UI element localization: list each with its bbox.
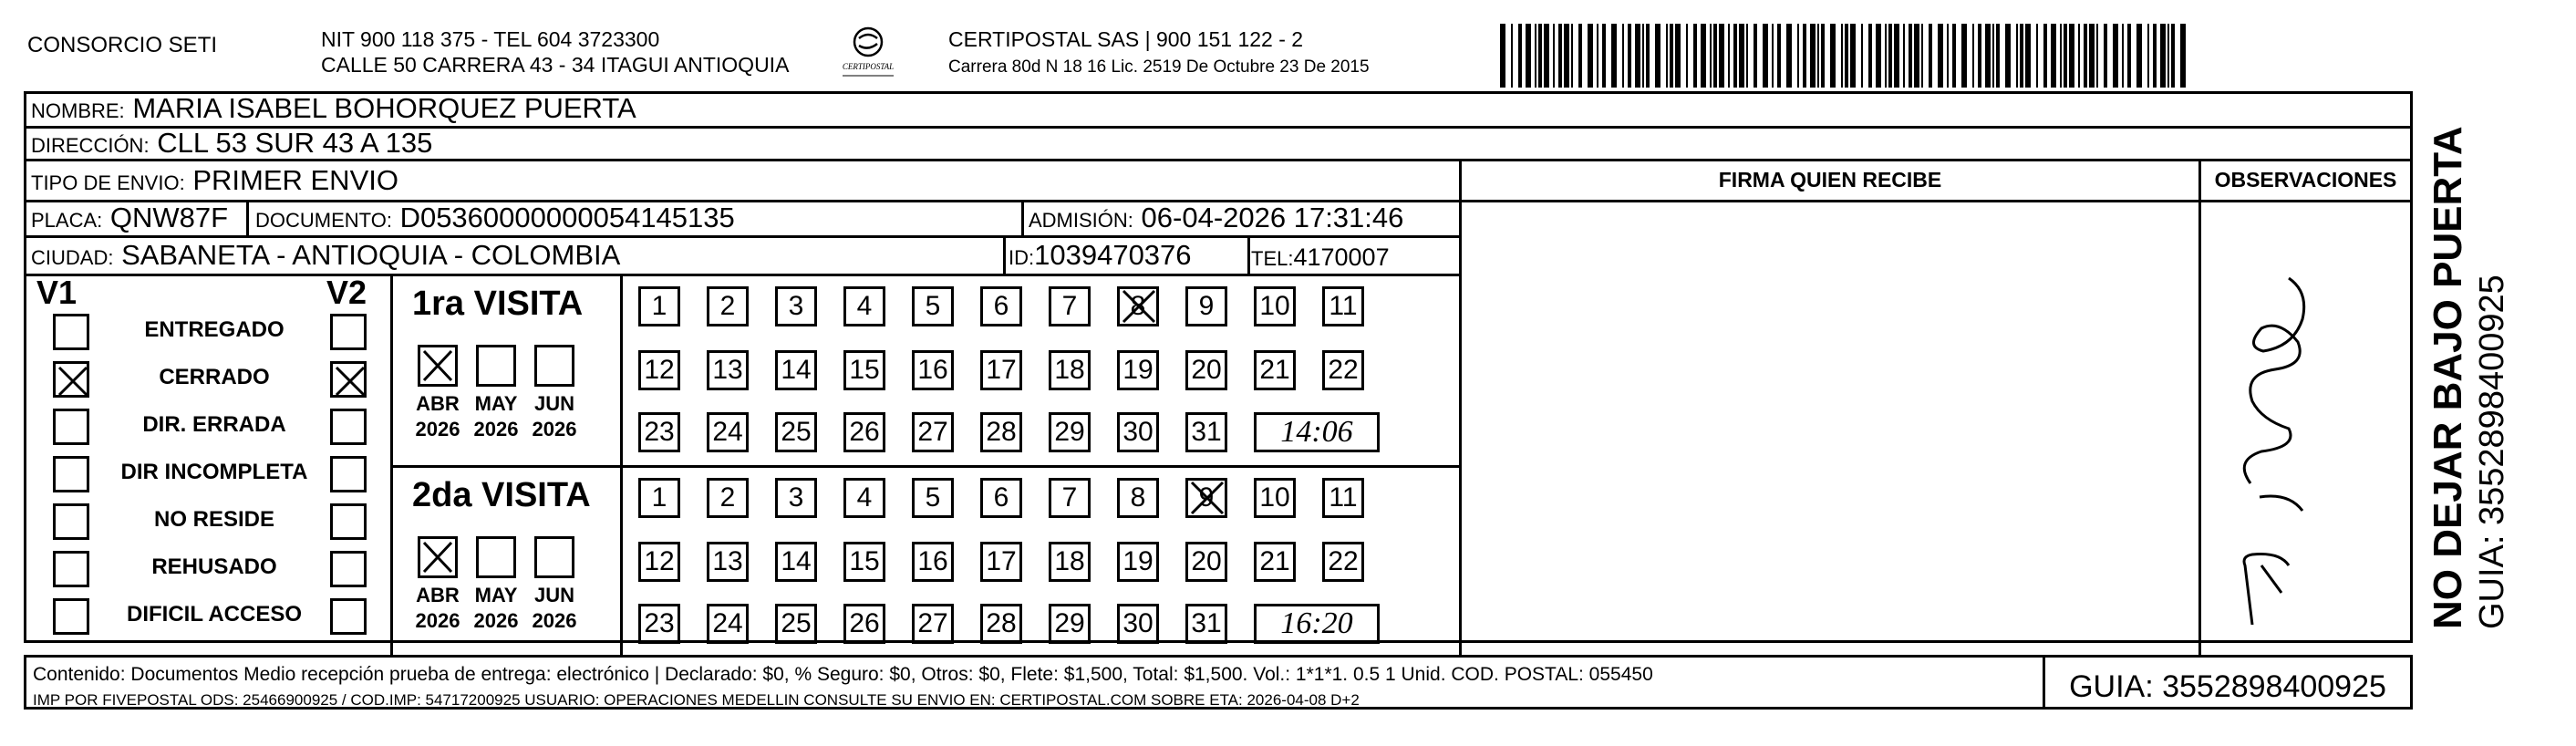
- day-box[interactable]: 21: [1254, 350, 1296, 390]
- day-box[interactable]: 13: [707, 350, 749, 390]
- day-box[interactable]: 31: [1185, 604, 1227, 644]
- v1-checkbox[interactable]: [53, 361, 89, 398]
- day-box[interactable]: 30: [1117, 412, 1159, 452]
- day-box[interactable]: 4: [843, 286, 885, 326]
- document-field: [255, 202, 735, 237]
- observations-header: OBSERVACIONES: [2214, 168, 2397, 192]
- visit-title: 2da VISITA: [412, 476, 591, 514]
- footer-imp: IMP POR FIVEPOSTAL ODS: 25466900925 / COD.IMP: 54717200925 USUARIO: OPERACIONES MEDELLIN CONSULTE SU ENVIO EN: CERTIPOSTAL.COM SOBRE ETA: 2026-04-08 D+2: [33, 691, 1360, 709]
- v2-checkbox[interactable]: [330, 456, 367, 492]
- day-box[interactable]: 21: [1254, 542, 1296, 582]
- day-box[interactable]: 20: [1185, 542, 1227, 582]
- admission-field: [1029, 202, 1403, 237]
- day-box[interactable]: 29: [1049, 604, 1091, 644]
- document-label: DOCUMENTO:: [255, 209, 392, 232]
- day-box[interactable]: 22: [1322, 350, 1364, 390]
- v1-checkbox[interactable]: [53, 456, 89, 492]
- day-box[interactable]: 28: [980, 412, 1022, 452]
- day-box[interactable]: 14: [775, 350, 817, 390]
- day-box[interactable]: 4: [843, 478, 885, 518]
- name-label: NOMBRE:: [31, 99, 125, 122]
- tel-value: 4170007: [1293, 243, 1390, 271]
- id-label: ID:: [1009, 246, 1035, 269]
- day-box[interactable]: 7: [1049, 286, 1091, 326]
- day-box[interactable]: 16: [912, 350, 954, 390]
- footer-content: Contenido: Documentos Medio recepción prueba de entrega: electrónico | Declarado: $0, % Seguro: $0, Otros: $0, Flete: $1,500, Total: $1,500. Vol.: 1*1*1. 0.5 1 Unid. COD. POSTAL: 055450: [33, 664, 1653, 685]
- day-box[interactable]: 1: [638, 286, 680, 326]
- day-box[interactable]: 8: [1117, 478, 1159, 518]
- nit-line: NIT 900 118 375 - TEL 604 3723300: [321, 27, 660, 51]
- document-value: D05360000000054145135: [399, 202, 735, 233]
- month-checkbox[interactable]: [476, 536, 516, 578]
- id-field: [1009, 239, 1192, 275]
- day-box[interactable]: 24: [707, 604, 749, 644]
- barcode: [1500, 24, 2186, 88]
- day-box[interactable]: 24: [707, 412, 749, 452]
- day-box[interactable]: 6: [980, 478, 1022, 518]
- signature-header: FIRMA QUIEN RECIBE: [1718, 168, 1942, 192]
- day-box[interactable]: 18: [1049, 542, 1091, 582]
- month-label: JUN: [533, 584, 574, 606]
- month-checkbox[interactable]: [418, 345, 458, 387]
- day-box[interactable]: 9: [1185, 286, 1227, 326]
- type-value: PRIMER ENVIO: [192, 164, 398, 196]
- day-box[interactable]: 3: [775, 286, 817, 326]
- day-box[interactable]: 25: [775, 412, 817, 452]
- footer-box: [24, 655, 2413, 710]
- logo-text: CERTIPOSTAL: [842, 62, 895, 71]
- status-label: REHUSADO: [151, 554, 277, 579]
- day-box[interactable]: 3: [775, 478, 817, 518]
- day-box[interactable]: 30: [1117, 604, 1159, 644]
- tel-field: [1251, 241, 1390, 275]
- day-box[interactable]: 27: [912, 412, 954, 452]
- type-label: TIPO DE ENVIO:: [31, 171, 185, 194]
- month-year: 2026: [415, 418, 460, 440]
- v1-checkbox[interactable]: [53, 598, 89, 635]
- day-box[interactable]: 23: [638, 604, 680, 644]
- day-box[interactable]: 17: [980, 542, 1022, 582]
- day-box[interactable]: 7: [1049, 478, 1091, 518]
- side-warning: NO DEJAR BAJO PUERTA: [2426, 126, 2470, 629]
- day-box[interactable]: 26: [843, 604, 885, 644]
- status-label: ENTREGADO: [144, 317, 284, 342]
- v1-checkbox[interactable]: [53, 503, 89, 540]
- month-year: 2026: [473, 418, 519, 440]
- v2-checkbox[interactable]: [330, 361, 367, 398]
- day-box[interactable]: 2: [707, 478, 749, 518]
- type-field: [31, 164, 398, 200]
- v2-label: V2: [326, 274, 367, 311]
- day-box[interactable]: 10: [1254, 286, 1296, 326]
- month-year: 2026: [415, 609, 460, 632]
- certipostal-logo: [832, 24, 905, 80]
- day-box[interactable]: 1: [638, 478, 680, 518]
- city-value: SABANETA - ANTIOQUIA - COLOMBIA: [121, 239, 621, 271]
- month-label: MAY: [474, 584, 518, 606]
- v2-checkbox[interactable]: [330, 598, 367, 635]
- day-box[interactable]: 6: [980, 286, 1022, 326]
- name-value: MARIA ISABEL BOHORQUEZ PUERTA: [132, 92, 636, 124]
- visit-title: 1ra VISITA: [412, 285, 584, 323]
- day-box[interactable]: 19: [1117, 542, 1159, 582]
- day-box[interactable]: 12: [638, 542, 680, 582]
- day-box[interactable]: 11: [1322, 286, 1364, 326]
- day-box[interactable]: 16: [912, 542, 954, 582]
- status-label: NO RESIDE: [153, 507, 275, 532]
- month-label: MAY: [474, 392, 518, 415]
- day-box[interactable]: 26: [843, 412, 885, 452]
- month-checkbox[interactable]: [418, 536, 458, 578]
- status-label: DIFICIL ACCESO: [126, 602, 302, 627]
- day-box[interactable]: 20: [1185, 350, 1227, 390]
- day-box[interactable]: 9: [1185, 478, 1227, 518]
- admission-label: ADMISIÓN:: [1029, 209, 1133, 232]
- id-value: 1039470376: [1034, 239, 1192, 271]
- day-box[interactable]: 22: [1322, 542, 1364, 582]
- v1-checkbox[interactable]: [53, 551, 89, 587]
- day-box[interactable]: 10: [1254, 478, 1296, 518]
- day-box[interactable]: 19: [1117, 350, 1159, 390]
- company-name: CONSORCIO SETI: [27, 33, 218, 57]
- footer-guide: GUIA: 3552898400925: [2069, 669, 2386, 704]
- day-box[interactable]: 5: [912, 478, 954, 518]
- day-box[interactable]: 18: [1049, 350, 1091, 390]
- day-box[interactable]: 29: [1049, 412, 1091, 452]
- status-label: DIR. ERRADA: [142, 412, 286, 437]
- status-label: DIR INCOMPLETA: [120, 460, 308, 484]
- month-label: ABR: [416, 392, 460, 415]
- status-label: CERRADO: [159, 365, 270, 389]
- v1-label: V1: [36, 274, 78, 311]
- city-label: CIUDAD:: [31, 246, 114, 269]
- license-line: Carrera 80d N 18 16 Lic. 2519 De Octubre 23 De 2015: [948, 57, 1370, 77]
- handwritten-signature: [2225, 264, 2325, 629]
- address-field: [31, 127, 432, 162]
- month-label: JUN: [533, 392, 574, 415]
- day-box[interactable]: 31: [1185, 412, 1227, 452]
- plate-value: QNW87F: [109, 202, 229, 233]
- v1-checkbox[interactable]: [53, 409, 89, 445]
- plate-field: [31, 202, 228, 237]
- city-field: [31, 239, 620, 275]
- day-box[interactable]: 25: [775, 604, 817, 644]
- v1-checkbox[interactable]: [53, 314, 89, 350]
- month-checkbox[interactable]: [534, 345, 574, 387]
- admission-value: 06-04-2026 17:31:46: [1141, 202, 1404, 233]
- month-year: 2026: [532, 418, 577, 440]
- day-box[interactable]: 17: [980, 350, 1022, 390]
- day-box[interactable]: 15: [843, 350, 885, 390]
- side-guide: GUIA: 3552898400925: [2473, 275, 2511, 629]
- day-box[interactable]: 5: [912, 286, 954, 326]
- visit-time[interactable]: 14:06: [1254, 412, 1380, 452]
- day-box[interactable]: 27: [912, 604, 954, 644]
- month-checkbox[interactable]: [476, 345, 516, 387]
- tel-label: TEL:: [1251, 247, 1294, 270]
- day-box[interactable]: 23: [638, 412, 680, 452]
- v2-checkbox[interactable]: [330, 551, 367, 587]
- day-box[interactable]: 13: [707, 542, 749, 582]
- day-box[interactable]: 28: [980, 604, 1022, 644]
- v2-checkbox[interactable]: [330, 503, 367, 540]
- month-year: 2026: [473, 609, 519, 632]
- day-box[interactable]: 12: [638, 350, 680, 390]
- carrier-line: CERTIPOSTAL SAS | 900 151 122 - 2: [948, 27, 1304, 51]
- visit-time[interactable]: 16:20: [1254, 604, 1380, 644]
- plate-label: PLACA:: [31, 209, 103, 232]
- day-box[interactable]: 14: [775, 542, 817, 582]
- address-value: CLL 53 SUR 43 A 135: [157, 127, 433, 159]
- day-box[interactable]: 8: [1117, 286, 1159, 326]
- month-checkbox[interactable]: [534, 536, 574, 578]
- v2-checkbox[interactable]: [330, 314, 367, 350]
- day-box[interactable]: 15: [843, 542, 885, 582]
- month-label: ABR: [416, 584, 460, 606]
- address-label: DIRECCIÓN:: [31, 134, 150, 157]
- name-field: [31, 92, 636, 128]
- day-box[interactable]: 2: [707, 286, 749, 326]
- address-line: CALLE 50 CARRERA 43 - 34 ITAGUI ANTIOQUIA: [321, 53, 790, 77]
- v2-checkbox[interactable]: [330, 409, 367, 445]
- month-year: 2026: [532, 609, 577, 632]
- day-box[interactable]: 11: [1322, 478, 1364, 518]
